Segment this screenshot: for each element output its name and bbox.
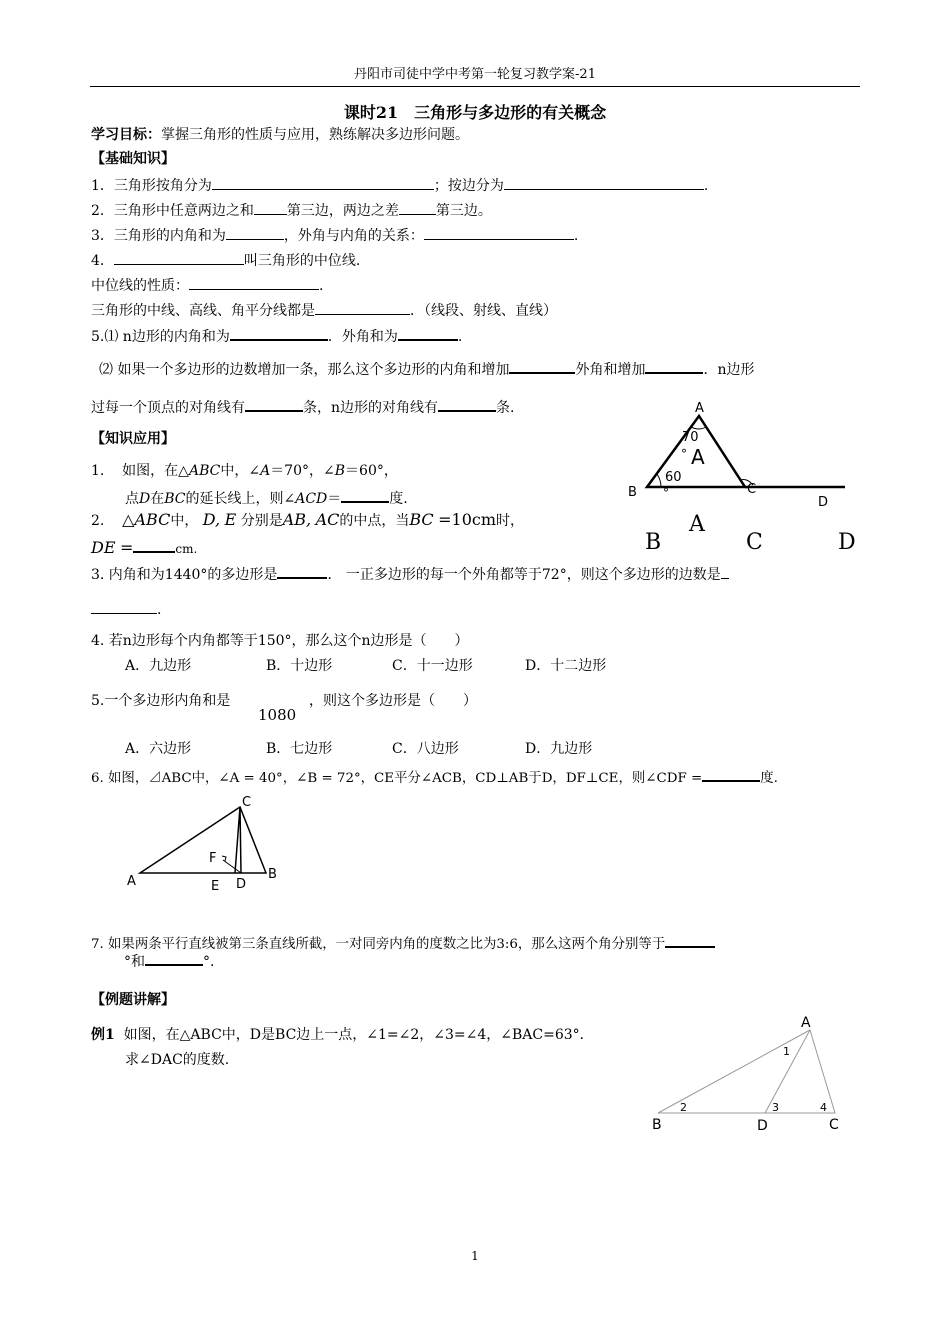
basic-q4-segments [91, 301, 557, 319]
fig2-bisector-ce [235, 807, 240, 873]
q2-text-c: 第三边。 [435, 203, 492, 219]
basic-q2 [91, 201, 492, 219]
app-q1-text-c: ＝70°，∠ [270, 463, 335, 479]
app-q1-text-a: 如图，在△ [122, 463, 189, 479]
stray-label-c: C [746, 530, 763, 555]
q5c-text-c: 条. [496, 400, 515, 416]
q5-blank-1[interactable] [230, 326, 328, 341]
app-q7-blank-1[interactable] [665, 933, 715, 948]
app-q5-option-b[interactable]: B．七边形 [266, 741, 333, 757]
fig2-label-e: E [211, 879, 220, 894]
app-q6 [91, 767, 778, 787]
app-q1-num: 1. [91, 463, 105, 479]
fig3-label-d: D [757, 1118, 768, 1134]
q1-text-b: ；按边分为 [433, 178, 504, 194]
stray-label-d: D [838, 530, 856, 555]
fig1-angle-60: 60 [665, 470, 682, 485]
q5-text-a: 5.⑴ n边形的内角和为 [91, 329, 230, 345]
q3-blank-1[interactable] [226, 226, 284, 240]
app-q7-text-c: °. [203, 954, 215, 970]
fig2-label-c: C [242, 795, 252, 810]
app-q1b-text-d: ＝ [327, 491, 342, 507]
fig1-arc-a [691, 427, 706, 429]
fig1-label-a: A [695, 401, 704, 416]
learning-goal [91, 127, 469, 143]
fig1-label-c: C [747, 482, 757, 497]
app-q2-de: DE [91, 538, 116, 557]
example-1 [91, 1027, 594, 1043]
app-q2-line2 [91, 538, 197, 557]
app-q1-blank[interactable] [341, 488, 389, 503]
example-1-text: 如图，在△ABC中，D是BC边上一点，∠1=∠2，∠3=∠4，∠BAC=63°． [123, 1027, 594, 1043]
section-knowledge-application: 【知识应用】 [91, 431, 175, 447]
q1-text-c: . [703, 178, 709, 194]
app-q3-blank-1[interactable] [277, 564, 327, 579]
app-q2-ab: AB, [282, 510, 312, 529]
fig1-big-a: A [691, 445, 705, 469]
app-q5-value: 1080 [258, 706, 297, 724]
app-q1b-point-d: D [139, 491, 151, 507]
page-title: 课时21 三角形与多边形的有关概念 [343, 103, 607, 122]
figure-triangle-bisector [120, 790, 290, 900]
basic-q4 [91, 251, 360, 269]
app-q4-option-c[interactable]: C．十一边形 [392, 658, 473, 674]
q1-text-a: 1．三角形按角分为 [91, 178, 212, 194]
fig2-label-f: F [209, 851, 217, 866]
app-q2-unit: cm. [175, 542, 198, 556]
fig2-label-b: B [268, 867, 277, 882]
q4-blank-1[interactable] [114, 251, 244, 265]
section-basic-knowledge: 【基础知识】 [91, 151, 175, 167]
q3-blank-2[interactable] [424, 226, 574, 240]
basic-q5-part2 [99, 359, 754, 378]
fig2-label-d: D [236, 877, 247, 892]
q4-text-b: 叫三角形的中位线. [243, 253, 361, 269]
app-q2-text-e: 时， [496, 513, 525, 529]
fig1-angle-70: 70 [682, 430, 699, 445]
app-q3-text-a: 3. 内角和为1440°的多边形是 [91, 567, 278, 583]
app-q2-triangle: △ABC [122, 510, 171, 529]
app-q5-option-c[interactable]: C．八边形 [392, 741, 459, 757]
q4c-text-b: ．（线段、射线、直线） [410, 303, 557, 319]
q2-blank-2[interactable] [399, 201, 436, 215]
app-q3 [91, 564, 729, 583]
header-rule [90, 86, 860, 87]
q5b-blank-2[interactable] [645, 359, 703, 374]
app-q3-text-b: ． 一正多边形的每一个外角都等于72°，则这个多边形的边数是 [327, 567, 721, 583]
q4-text-a: 4． [91, 253, 114, 269]
app-q1-angle-a: A [260, 463, 271, 479]
fig2-altitude-cd [240, 807, 241, 873]
page-header: 丹阳市司徒中学中考第一轮复习教学案-21 [354, 67, 596, 82]
app-q1b-text-c: 的延长线上，则∠ [185, 491, 296, 507]
q5c-text-b: 条，n边形的对角线有 [303, 400, 439, 416]
fig3-angle-1: 1 [783, 1045, 790, 1058]
q5-blank-2[interactable] [398, 326, 458, 341]
fig2-label-a: A [127, 874, 136, 889]
fig1-degree-2: ° [663, 486, 669, 500]
app-q4: 4. 若n边形每个内角都等于150°，那么这个n边形是（ ） [91, 633, 469, 649]
fig1-label-d: D [818, 495, 829, 510]
stray-label-b: B [645, 530, 662, 555]
app-q1b-text-e: 度. [389, 491, 408, 507]
app-q2-e: E [224, 510, 237, 529]
goal-label: 学习目标： [91, 127, 161, 143]
fig1-label-b: B [628, 485, 637, 500]
q5-text-b: ．外角和为 [327, 329, 398, 345]
stray-label-a: A [689, 512, 705, 537]
figure-triangle-cevian [640, 1010, 860, 1135]
q1-blank-2[interactable] [504, 176, 704, 190]
app-q7-line2 [124, 951, 214, 970]
fig2-perpendicular-df [223, 860, 241, 873]
q4c-blank[interactable] [315, 301, 410, 315]
app-q1-text-d: ＝60°， [345, 463, 398, 479]
q5c-text-a: 过每一个顶点的对角线有 [91, 400, 245, 416]
app-q1-abc: ABC [188, 463, 221, 479]
q4c-text-a: 三角形的中线、高线、角平分线都是 [91, 303, 315, 319]
q2-text-a: 2．三角形中任意两边之和 [91, 203, 254, 219]
basic-q1 [91, 176, 708, 194]
app-q5-text-b: ，则这个多边形是（ ） [309, 693, 477, 709]
example-1-question: 求∠DAC的度数. [125, 1052, 230, 1068]
fig3-angle-2: 2 [680, 1101, 687, 1114]
q5b-text-c: ．n边形 [703, 362, 755, 378]
app-q1b-acd: ACD [295, 491, 328, 507]
app-q4-option-a[interactable]: A．九边形 [125, 658, 192, 674]
app-q4-option-d[interactable]: D．十二边形 [525, 658, 607, 674]
q3-text-b: ，外角与内角的关系： [283, 228, 424, 244]
app-q2-eq: = [119, 538, 134, 557]
example-1-label: 例1 [91, 1027, 115, 1043]
fig1-arc-b [657, 474, 661, 487]
app-q5-text-a: 5.一个多边形内角和是 [91, 693, 231, 709]
app-q3-blank-2a[interactable] [721, 565, 729, 579]
app-q1b-text-a: 点 [125, 491, 139, 507]
fig3-label-b: B [652, 1117, 662, 1133]
q5b-text-a: ⑵ 如果一个多边形的边数增加一条，那么这个多边形的内角和增加 [99, 362, 510, 378]
app-q7-blank-2[interactable] [145, 951, 203, 966]
app-q7-text-a: 7. 如果两条平行直线被第三条直线所截，一对同旁内角的度数之比为3:6，那么这两个角分别等于 [91, 937, 666, 952]
app-q2-text-c: 的中点，当 [339, 513, 410, 529]
app-q6-text-b: 度. [760, 771, 778, 786]
app-q7 [91, 933, 715, 953]
fig3-angle-4: 4 [820, 1101, 827, 1114]
q2-blank-1[interactable] [254, 201, 287, 215]
app-q1-angle-b: B [334, 463, 346, 479]
figure-triangle-extended [625, 400, 855, 515]
basic-q4-midline [91, 276, 323, 294]
q5b-text-b: 外角和增加 [575, 362, 646, 378]
app-q6-blank[interactable] [702, 767, 760, 782]
app-q2-blank[interactable] [133, 538, 175, 553]
app-q7-text-b: °和 [124, 954, 145, 970]
app-q2-text-b: 分别是 [240, 513, 283, 529]
fig1-degree-1: ° [681, 447, 687, 461]
basic-q5-part3 [91, 397, 514, 416]
app-q2-num: 2. [91, 513, 105, 529]
app-q1b-text-b: 在 [150, 491, 165, 507]
q4b-blank[interactable] [189, 276, 319, 290]
app-q3-end: . [157, 602, 162, 618]
q5-text-c: . [457, 329, 463, 345]
q4b-text-b: . [319, 278, 324, 294]
section-examples: 【例题讲解】 [91, 992, 175, 1008]
app-q2-ac: AC [315, 510, 340, 529]
app-q1-line2 [125, 488, 408, 507]
basic-q5 [91, 326, 462, 345]
q5c-blank-1[interactable] [245, 397, 303, 412]
app-q2-length: =10cm [438, 510, 497, 529]
fig3-angle-3: 3 [772, 1101, 779, 1114]
fig2-triangle [140, 807, 266, 873]
app-q3-line2 [91, 600, 161, 618]
fig3-label-a: A [801, 1015, 811, 1031]
app-q2 [91, 512, 524, 529]
goal-text: 掌握三角形的性质与应用，熟练解决多边形问题。 [161, 127, 469, 143]
app-q5-option-d[interactable]: D．九边形 [525, 741, 593, 757]
app-q2-bc: BC [409, 510, 434, 529]
q1-blank-1[interactable] [212, 176, 434, 190]
q2-text-b: 第三边，两边之差 [286, 203, 399, 219]
q5b-blank-1[interactable] [509, 359, 575, 374]
fig3-label-c: C [829, 1117, 839, 1133]
app-q2-d: D, [202, 510, 221, 529]
q4b-text-a: 中位线的性质： [91, 278, 189, 294]
app-q5-option-a[interactable]: A．六边形 [125, 741, 192, 757]
app-q3-blank-2[interactable] [91, 600, 157, 614]
app-q1-text-b: 中，∠ [220, 463, 261, 479]
q3-text-a: 3．三角形的内角和为 [91, 228, 226, 244]
app-q1 [91, 463, 398, 479]
page-number: 1 [471, 1249, 479, 1263]
app-q2-text-a: 中， [170, 513, 199, 529]
q3-text-c: . [573, 228, 579, 244]
basic-q3 [91, 226, 578, 244]
app-q6-text-a: 6. 如图，⊿ABC中，∠A = 40°，∠B = 72°，CE平分∠ACB，CD⊥AB于D，DF⊥CE，则∠CDF = [91, 771, 703, 786]
app-q4-option-b[interactable]: B．十边形 [266, 658, 333, 674]
q5c-blank-2[interactable] [438, 397, 496, 412]
app-q1b-bc: BC [164, 491, 186, 507]
